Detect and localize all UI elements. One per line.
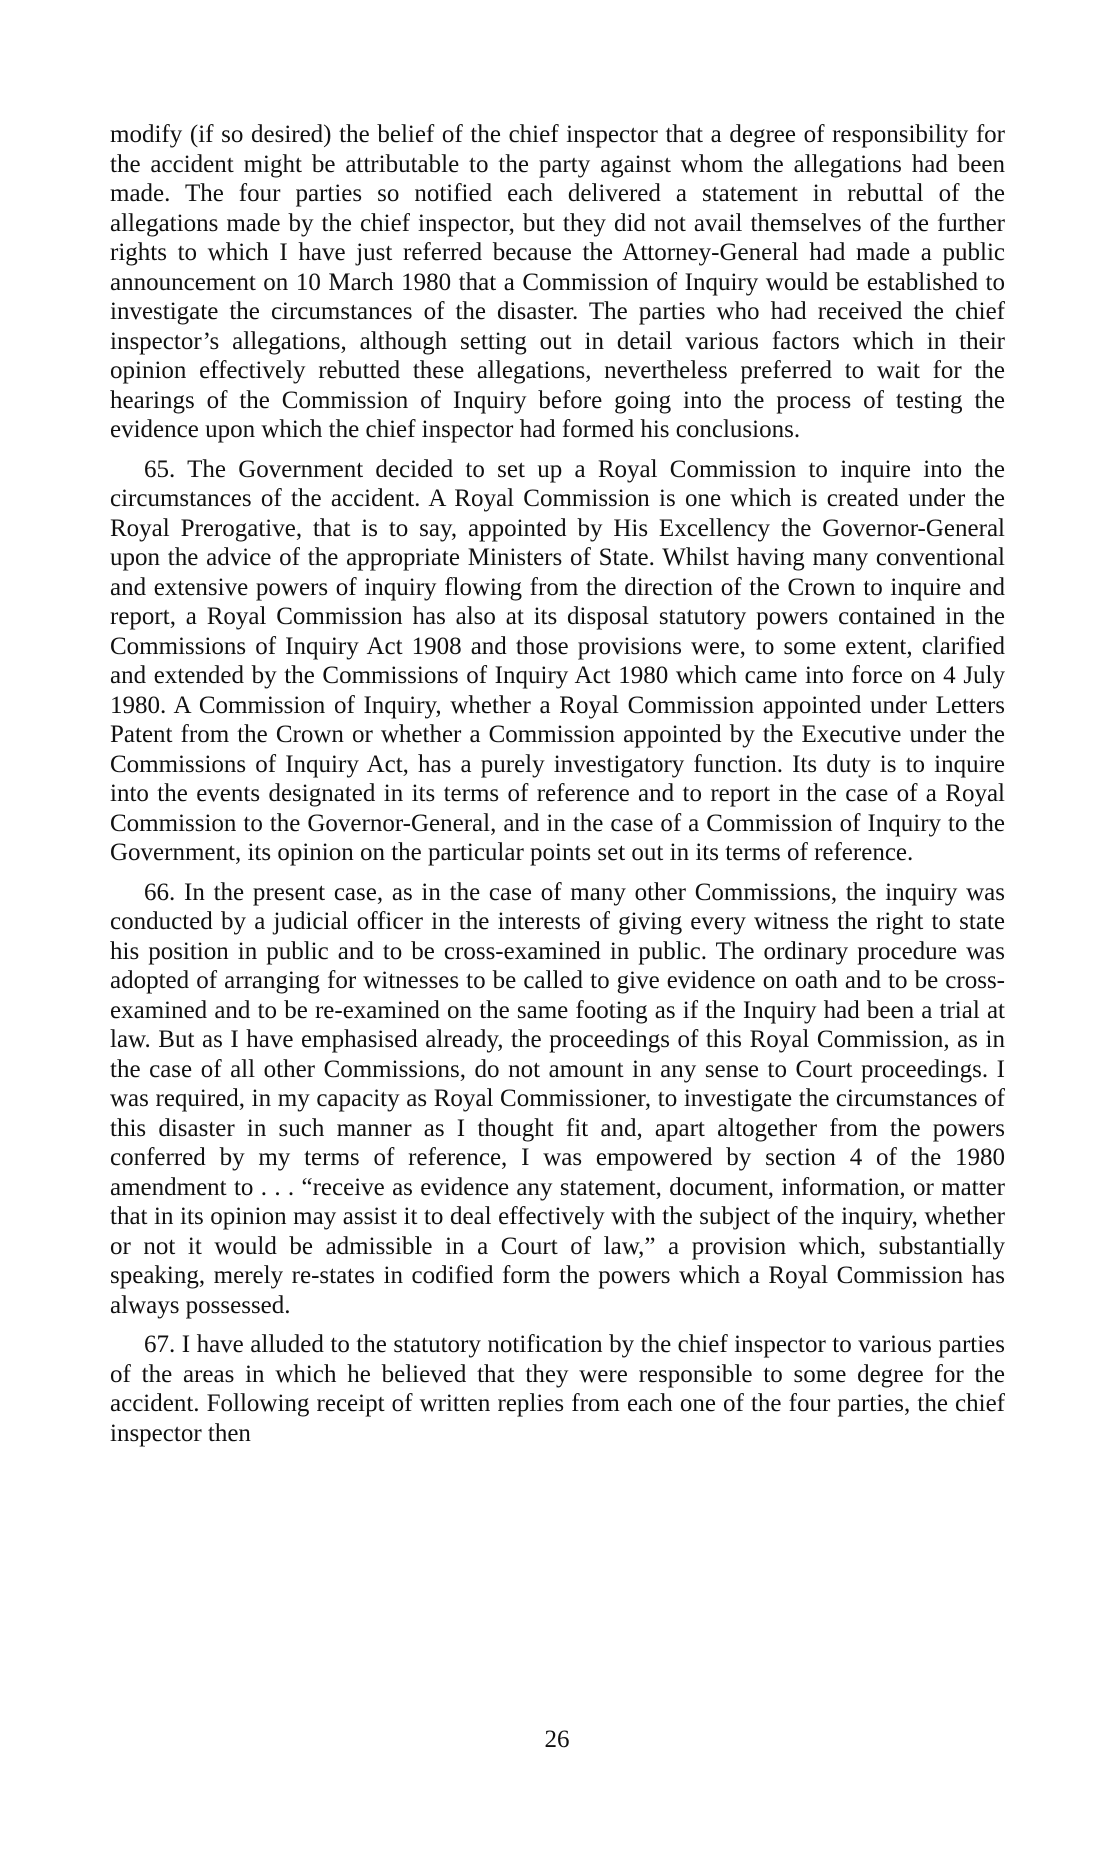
- document-page: [110, 120, 1005, 1458]
- paragraph-66: 66. In the present case, as in the case of many other Commissions, the inquiry was conducted by a judicial officer in the interests of giving every witness the right to state his position in public and to be cross-examined in public. The ordinary procedure was adopted of arranging for witnesses to be called to give evidence on oath and to be cross-examined and to be re-examined on the same footing as if the Inquiry had been a trial at law. But as I have emphasised already, the proceedings of this Royal Commission, as in the case of all other Commissions, do not amount in any sense to Court proceedings. I was required, in my capacity as Royal Commissioner, to investigate the circumstances of this disaster in such manner as I thought fit and, apart altogether from the powers conferred by my terms of reference, I was empowered by section 4 of the 1980 amendment to . . . “receive as evidence any statement, document, information, or matter that in its opinion may assist it to deal effectively with the subject of the inquiry, whether or not it would be admissible in a Court of law,” a provision which, substantially speaking, merely re-states in codified form the powers which a Royal Commission has always possessed.: [110, 878, 1005, 1319]
- paragraph-continuation: modify (if so desired) the belief of the chief inspector that a degree of responsibility for the accident might be attributable to the party against whom the allegations had been made. The four parties so notified each delivered a statement in rebuttal of the allegations made by the chief inspector, but they did not avail themselves of the further rights to which I have just referred because the Attorney-General had made a public announcement on 10 March 1980 that a Commission of Inquiry would be established to investigate the circumstances of the disaster. The parties who had received the chief inspector’s allegations, although setting out in detail various factors which in their opinion effectively rebutted these allegations, nevertheless preferred to wait for the hearings of the Commission of Inquiry before going into the process of testing the evidence upon which the chief inspector had formed his conclusions.: [110, 121, 1005, 443]
- page-number: 26: [544, 1726, 570, 1753]
- paragraph-65: 65. The Government decided to set up a Royal Commission to inquire into the circumstances of the accident. A Royal Commission is one which is created under the Royal Prerogative, that is to say, appointed by His Excellency the Governor-General upon the advice of the appropriate Ministers of State. Whilst having many conventional and extensive powers of inquiry flowing from the direction of the Crown to inquire and report, a Royal Commission has also at its disposal statutory powers contained in the Commissions of Inquiry Act 1908 and those provisions were, to some extent, clarified and extended by the Commissions of Inquiry Act 1980 which came into force on 4 July 1980. A Commission of Inquiry, whether a Royal Commission appointed under Letters Patent from the Crown or whether a Commission appointed by the Executive under the Commissions of Inquiry Act, has a purely investigatory function. Its duty is to inquire into the events designated in its terms of reference and to report in the case of a Royal Commission to the Governor-General, and in the case of a Commission of Inquiry to the Government, its opinion on the particular points set out in its terms of reference.: [110, 455, 1005, 866]
- paragraph-67: 67. I have alluded to the statutory notification by the chief inspector to various parties of the areas in which he believed that they were responsible to some degree for the accident. Following receipt of written replies from each one of the four parties, the chief inspector then: [110, 1331, 1005, 1447]
